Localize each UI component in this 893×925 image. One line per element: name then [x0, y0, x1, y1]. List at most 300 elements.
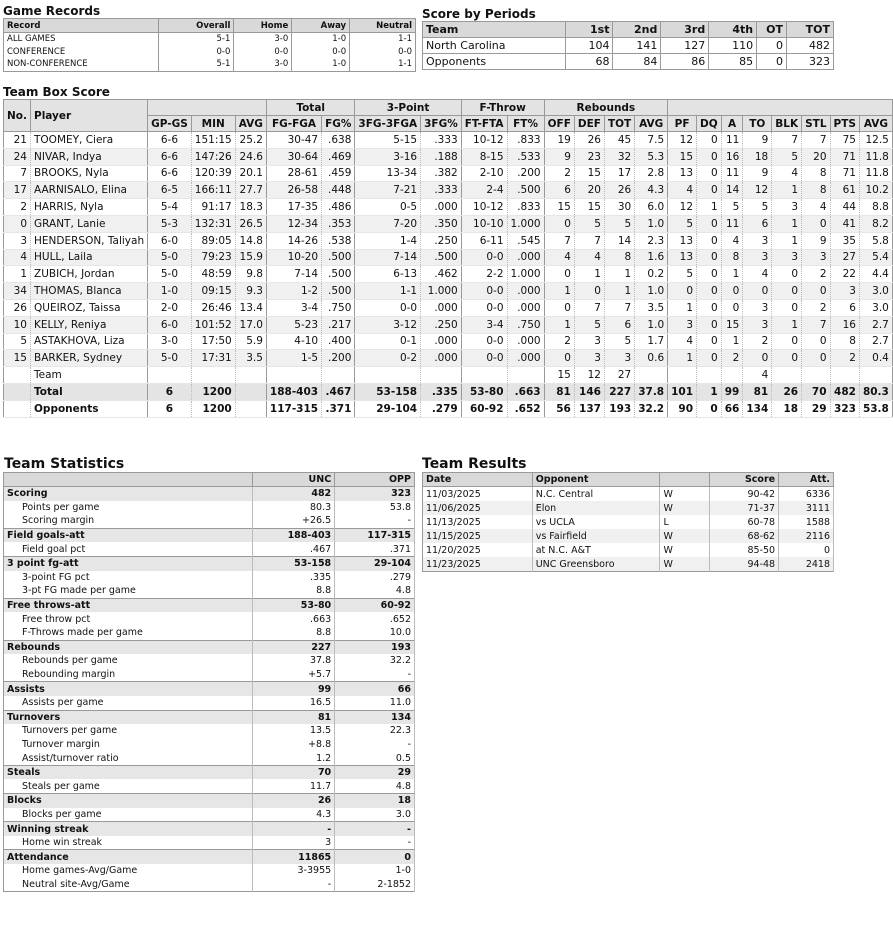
stat-unc: +8.8	[253, 738, 335, 752]
table-cell: 0	[544, 299, 574, 316]
table-row	[4, 779, 415, 793]
table-cell: 1	[544, 283, 574, 300]
stat-opp: -	[335, 668, 415, 682]
stat-opp: 60-92	[335, 598, 415, 612]
table-cell: 10	[4, 316, 31, 333]
stat-unc: 188-403	[253, 528, 335, 542]
table-cell: QUEIROZ, Taissa	[31, 299, 148, 316]
table-cell: 27	[604, 367, 634, 384]
table-cell: ASTAKHOVA, Liza	[31, 333, 148, 350]
stat-opp: 53.8	[335, 501, 415, 515]
table-cell	[721, 367, 743, 384]
table-cell: 2418	[779, 557, 834, 572]
table-row	[4, 333, 893, 350]
table-cell: .000	[507, 350, 544, 367]
table-cell: 7	[4, 165, 31, 182]
table-cell: 0	[697, 266, 722, 283]
table-cell: 15	[4, 350, 31, 367]
table-cell: 147:26	[191, 148, 235, 165]
table-row	[4, 765, 415, 779]
table-cell: .333	[421, 132, 462, 149]
table-cell: 86	[661, 54, 709, 70]
table-row	[4, 794, 415, 808]
table-cell: 2	[830, 350, 859, 367]
table-cell: 28-61	[266, 165, 321, 182]
stat-unc: .335	[253, 571, 335, 585]
table-cell: .335	[421, 383, 462, 400]
table-cell: 3	[743, 299, 772, 316]
table-cell: ZUBICH, Jordan	[31, 266, 148, 283]
table-cell: 70	[802, 383, 830, 400]
table-row	[4, 350, 893, 367]
table-cell: 10.2	[859, 182, 892, 199]
table-cell: 193	[604, 400, 634, 417]
table-cell: 5-0	[148, 249, 192, 266]
table-cell: .486	[322, 199, 355, 216]
team-results-table	[422, 472, 834, 572]
table-cell: 17-35	[266, 199, 321, 216]
table-cell: 60-92	[461, 400, 507, 417]
table-cell: 146	[574, 383, 604, 400]
table-cell: 90	[668, 400, 697, 417]
table-cell: BROOKS, Nyla	[31, 165, 148, 182]
table-cell: 14.8	[235, 232, 266, 249]
table-cell: 1	[668, 299, 697, 316]
table-cell: 1.7	[635, 333, 668, 350]
table-cell: 482	[787, 38, 834, 54]
stat-label: Home games-Avg/Game	[4, 864, 253, 878]
table-header-row	[4, 19, 416, 33]
table-cell: 5-15	[355, 132, 421, 149]
column-header: AVG	[235, 116, 266, 132]
table-cell: 11/03/2025	[423, 487, 533, 502]
table-cell: 3-4	[461, 316, 507, 333]
column-header: FG-FGA	[266, 116, 321, 132]
table-cell: 14-26	[266, 232, 321, 249]
table-cell: 26-58	[266, 182, 321, 199]
team-statistics-table	[3, 472, 415, 892]
table-cell: 99	[721, 383, 743, 400]
table-cell: 0	[757, 38, 787, 54]
table-cell: 5.3	[635, 148, 668, 165]
table-cell: 7.5	[635, 132, 668, 149]
table-cell: 0	[544, 350, 574, 367]
table-cell: 1200	[191, 400, 235, 417]
table-cell	[235, 367, 266, 384]
stat-unc: 53-80	[253, 598, 335, 612]
table-cell	[830, 367, 859, 384]
table-cell: 11/13/2025	[423, 515, 533, 529]
table-cell: 0-0	[461, 249, 507, 266]
table-cell: 0	[4, 215, 31, 232]
column-header: Home	[234, 19, 292, 33]
stat-unc: 8.8	[253, 584, 335, 598]
stat-label: 3-pt FG made per game	[4, 584, 253, 598]
table-cell: 1	[772, 215, 802, 232]
table-row	[4, 182, 893, 199]
column-header: AVG	[635, 116, 668, 132]
table-row	[4, 215, 893, 232]
table-cell: .750	[322, 299, 355, 316]
table-row	[423, 515, 834, 529]
table-cell: 11	[721, 165, 743, 182]
table-cell: 15	[544, 199, 574, 216]
table-cell: 75	[830, 132, 859, 149]
stat-unc: 80.3	[253, 501, 335, 515]
table-cell	[461, 367, 507, 384]
table-cell: 141	[613, 38, 661, 54]
table-cell: AARNISALO, Elina	[31, 182, 148, 199]
table-cell: 1.000	[507, 266, 544, 283]
stat-opp: .371	[335, 542, 415, 556]
table-cell: 2.3	[635, 232, 668, 249]
table-cell: 2-2	[461, 266, 507, 283]
table-cell: .000	[421, 299, 462, 316]
table-row	[4, 626, 415, 640]
table-cell: 0	[743, 350, 772, 367]
stat-opp: 29	[335, 765, 415, 779]
table-cell: 10-12	[461, 199, 507, 216]
table-cell: 26	[4, 299, 31, 316]
table-row	[4, 724, 415, 738]
box-score-table	[3, 99, 893, 418]
table-cell: 1	[604, 266, 634, 283]
column-header: MIN	[191, 116, 235, 132]
table-cell: .538	[322, 232, 355, 249]
table-cell: .500	[322, 283, 355, 300]
table-cell: 32	[604, 148, 634, 165]
table-cell: 3	[743, 249, 772, 266]
table-cell: 6.0	[635, 199, 668, 216]
table-cell: 3-0	[234, 33, 292, 46]
table-cell: .353	[322, 215, 355, 232]
table-row	[4, 383, 893, 400]
stat-label: 3 point fg-att	[4, 556, 253, 570]
game-records-title: Game Records	[3, 4, 101, 18]
table-row	[4, 283, 893, 300]
table-row	[423, 487, 834, 502]
table-cell: HARRIS, Nyla	[31, 199, 148, 216]
table-row	[4, 199, 893, 216]
table-cell: 2	[544, 165, 574, 182]
table-cell: 0	[668, 283, 697, 300]
stat-unc: 16.5	[253, 696, 335, 710]
table-cell: .279	[421, 400, 462, 417]
game-records-table	[3, 18, 416, 72]
table-cell: 32.2	[635, 400, 668, 417]
table-cell: 1	[772, 182, 802, 199]
table-row	[4, 400, 893, 417]
table-cell: 8	[830, 333, 859, 350]
stat-unc: .663	[253, 612, 335, 626]
table-cell: GRANT, Lanie	[31, 215, 148, 232]
table-cell: 0-0	[234, 46, 292, 59]
table-cell: 2	[743, 333, 772, 350]
stat-label: Free throw pct	[4, 612, 253, 626]
score-periods-title: Score by Periods	[422, 7, 536, 21]
table-row	[4, 556, 415, 570]
table-cell	[4, 367, 31, 384]
table-cell: 5	[743, 199, 772, 216]
group-ft: F-Throw	[461, 100, 544, 116]
table-cell: 6-6	[148, 132, 192, 149]
table-cell: 13-34	[355, 165, 421, 182]
column-header: OFF	[544, 116, 574, 132]
table-cell: 8-15	[461, 148, 507, 165]
table-cell: BARKER, Sydney	[31, 350, 148, 367]
table-cell: 0	[772, 283, 802, 300]
table-cell: 2	[721, 350, 743, 367]
table-cell: W	[660, 529, 710, 543]
table-cell: 1.000	[421, 283, 462, 300]
table-cell: 188-403	[266, 383, 321, 400]
table-cell: 5	[604, 215, 634, 232]
table-row	[4, 640, 415, 654]
table-row	[4, 696, 415, 710]
table-cell: .350	[421, 215, 462, 232]
table-cell: .000	[421, 199, 462, 216]
stat-label: Blocks	[4, 794, 253, 808]
table-cell: 71	[830, 165, 859, 182]
table-cell: 10-12	[461, 132, 507, 149]
table-cell: 27.7	[235, 182, 266, 199]
stat-opp: 4.8	[335, 779, 415, 793]
table-cell: 0	[697, 182, 722, 199]
column-header: DQ	[697, 116, 722, 132]
table-cell: 30	[604, 199, 634, 216]
stat-opp: 3.0	[335, 808, 415, 822]
table-cell: .500	[507, 182, 544, 199]
table-cell: 8	[721, 249, 743, 266]
table-cell: 11	[721, 132, 743, 149]
table-cell: 0	[697, 232, 722, 249]
column-header: Away	[292, 19, 350, 33]
table-cell: .217	[322, 316, 355, 333]
stat-opp: 117-315	[335, 528, 415, 542]
table-cell: 13	[668, 232, 697, 249]
table-cell: vs UCLA	[532, 515, 660, 529]
table-cell: 0-0	[461, 283, 507, 300]
table-cell: .400	[322, 333, 355, 350]
table-row	[4, 316, 893, 333]
table-cell: 11	[721, 215, 743, 232]
stat-label: Home win streak	[4, 836, 253, 850]
table-cell: 1	[697, 383, 722, 400]
table-cell: 4	[743, 266, 772, 283]
stat-opp: 10.0	[335, 626, 415, 640]
stat-label: Turnovers	[4, 710, 253, 724]
table-row	[423, 529, 834, 543]
stat-unc: 81	[253, 710, 335, 724]
table-cell: 0	[697, 132, 722, 149]
table-cell: 11/15/2025	[423, 529, 533, 543]
table-cell: 110	[709, 38, 757, 54]
stat-unc: 53-158	[253, 556, 335, 570]
table-cell: 13	[668, 249, 697, 266]
table-cell: 23	[574, 148, 604, 165]
table-cell: W	[660, 543, 710, 557]
table-cell: 5	[574, 215, 604, 232]
table-cell: 21	[4, 132, 31, 149]
table-cell: L	[660, 515, 710, 529]
table-cell: 4	[4, 249, 31, 266]
table-cell: 4	[668, 333, 697, 350]
table-cell: 20	[802, 148, 830, 165]
table-cell: 91:17	[191, 199, 235, 216]
table-row	[4, 751, 415, 765]
table-cell: 26	[574, 132, 604, 149]
table-cell: .000	[507, 299, 544, 316]
stat-unc: 99	[253, 682, 335, 696]
stat-unc: 227	[253, 640, 335, 654]
table-cell: 0.6	[635, 350, 668, 367]
table-cell: .000	[421, 333, 462, 350]
table-cell: 15	[574, 199, 604, 216]
table-cell: 22	[830, 266, 859, 283]
table-cell: vs Fairfield	[532, 529, 660, 543]
table-cell: 10-20	[266, 249, 321, 266]
table-cell: 0-5	[355, 199, 421, 216]
table-cell: 7-21	[355, 182, 421, 199]
table-cell: 24.6	[235, 148, 266, 165]
table-cell: 6-0	[148, 316, 192, 333]
table-cell: 0	[697, 400, 722, 417]
table-cell: 0-0	[158, 46, 234, 59]
table-cell: 11.8	[859, 165, 892, 182]
table-cell: 5-0	[148, 350, 192, 367]
table-cell: 5	[772, 148, 802, 165]
table-cell: HULL, Laila	[31, 249, 148, 266]
table-cell: .833	[507, 132, 544, 149]
table-cell: 12-34	[266, 215, 321, 232]
table-cell: 15	[544, 367, 574, 384]
table-cell: 2-0	[148, 299, 192, 316]
table-cell: 1-2	[266, 283, 321, 300]
table-cell: .448	[322, 182, 355, 199]
column-header: PF	[668, 116, 697, 132]
table-row	[4, 738, 415, 752]
stat-label: Rebounds	[4, 640, 253, 654]
table-cell: 1-1	[355, 283, 421, 300]
table-cell: 12	[743, 182, 772, 199]
stat-label: Winning streak	[4, 822, 253, 836]
table-row	[4, 654, 415, 668]
table-cell: 7-20	[355, 215, 421, 232]
table-cell: .382	[421, 165, 462, 182]
table-row	[4, 878, 415, 892]
table-cell: .545	[507, 232, 544, 249]
table-cell: .200	[322, 350, 355, 367]
table-cell: 5	[668, 215, 697, 232]
table-cell	[322, 367, 355, 384]
table-row	[4, 514, 415, 528]
table-cell: .000	[507, 249, 544, 266]
table-cell: 323	[830, 400, 859, 417]
table-cell	[697, 367, 722, 384]
table-cell: 5-3	[148, 215, 192, 232]
table-cell: 20	[574, 182, 604, 199]
table-cell: 3	[772, 249, 802, 266]
table-row	[4, 822, 415, 836]
table-row	[4, 249, 893, 266]
stat-opp: -	[335, 836, 415, 850]
table-cell: 15.9	[235, 249, 266, 266]
table-cell: 26.5	[235, 215, 266, 232]
table-row	[4, 542, 415, 556]
table-cell: 7	[574, 232, 604, 249]
table-cell: NIVAR, Indya	[31, 148, 148, 165]
table-cell: .467	[322, 383, 355, 400]
table-cell: 8.8	[859, 199, 892, 216]
table-cell: 5-1	[158, 58, 234, 71]
table-cell: 6-0	[148, 232, 192, 249]
stat-unc: -	[253, 878, 335, 892]
column-header: Overall	[158, 19, 234, 33]
table-cell: 3	[802, 249, 830, 266]
stat-unc: 37.8	[253, 654, 335, 668]
table-cell: 2.8	[635, 165, 668, 182]
stat-opp: 18	[335, 794, 415, 808]
table-cell: 1	[697, 199, 722, 216]
table-cell: 9	[743, 165, 772, 182]
table-header-row	[4, 473, 415, 487]
table-cell: 120:39	[191, 165, 235, 182]
table-cell: 0.2	[635, 266, 668, 283]
group-total: Total	[266, 100, 355, 116]
table-cell: .750	[507, 316, 544, 333]
table-cell: 2	[802, 299, 830, 316]
table-cell: .833	[507, 199, 544, 216]
table-cell: 0	[697, 283, 722, 300]
table-cell: 5	[668, 266, 697, 283]
table-cell: .188	[421, 148, 462, 165]
stat-label: Assists	[4, 682, 253, 696]
table-cell: 34	[4, 283, 31, 300]
column-header: Att.	[779, 473, 834, 487]
table-cell: 5	[721, 199, 743, 216]
column-header: PTS	[830, 116, 859, 132]
table-cell: 10-10	[461, 215, 507, 232]
table-cell: 0	[772, 350, 802, 367]
stat-opp: 66	[335, 682, 415, 696]
table-cell: 79:23	[191, 249, 235, 266]
table-cell: 9	[743, 132, 772, 149]
table-row	[4, 46, 416, 59]
table-cell: W	[660, 501, 710, 515]
table-cell: 26:46	[191, 299, 235, 316]
table-cell: 7	[802, 132, 830, 149]
table-row	[4, 612, 415, 626]
table-cell: 137	[574, 400, 604, 417]
stat-unc: +26.5	[253, 514, 335, 528]
table-cell: 0	[697, 299, 722, 316]
table-cell: ALL GAMES	[4, 33, 159, 46]
table-cell: 1	[772, 316, 802, 333]
stat-unc: +5.7	[253, 668, 335, 682]
stat-opp: 29-104	[335, 556, 415, 570]
table-cell: 5-4	[148, 199, 192, 216]
stat-unc: 11.7	[253, 779, 335, 793]
table-row	[4, 808, 415, 822]
table-cell	[4, 383, 31, 400]
table-row	[4, 682, 415, 696]
table-cell	[635, 367, 668, 384]
column-header	[4, 473, 253, 487]
table-cell: 9.8	[235, 266, 266, 283]
table-cell: 1	[668, 350, 697, 367]
table-cell: N.C. Central	[532, 487, 660, 502]
stat-label: F-Throws made per game	[4, 626, 253, 640]
